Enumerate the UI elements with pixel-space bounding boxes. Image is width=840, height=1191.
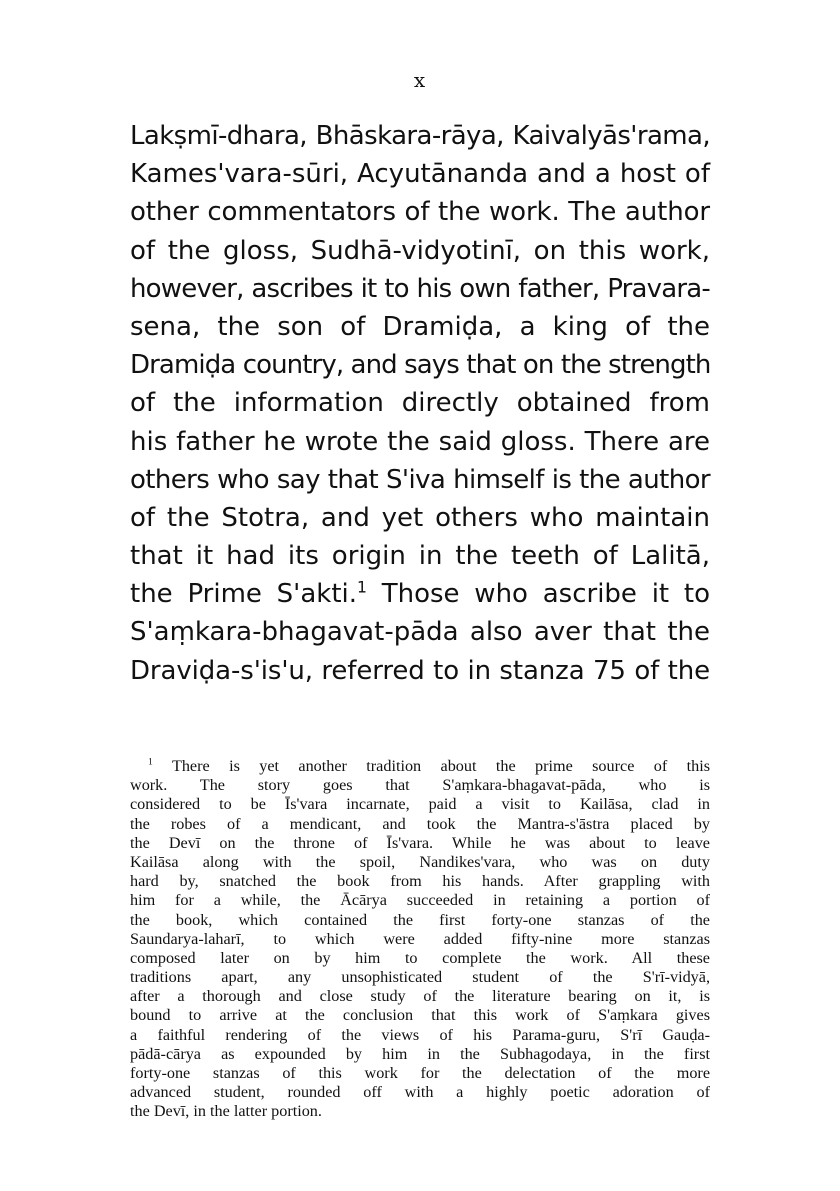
body-line: of the gloss, Sudhā-vidyotinī, on this work, — [130, 235, 710, 266]
body-line-tail: Those who ascribe it to — [381, 579, 710, 610]
footnote-line: considered to be Īs'vara incarnate, paid a visit to Kailāsa, clad in — [130, 795, 710, 814]
footnote-line: hard by, snatched the book from his hands. After grappling with — [130, 872, 710, 891]
footnote-reference: 1 — [357, 578, 367, 597]
body-line: however, ascribes it to his own father, Pravara- — [130, 273, 710, 304]
footnote — [130, 757, 710, 1122]
body-line: of the information directly obtained from — [130, 388, 710, 419]
footnote-line: the robes of a mendicant, and took the Mantra-s'āstra placed by — [130, 814, 710, 833]
body-text — [130, 117, 710, 690]
footnote-line-first — [130, 757, 710, 776]
body-line: S'aṃkara-bhagavat-pāda also aver that the — [130, 617, 710, 648]
footnote-line: after a thorough and close study of the literature bearing on it, is — [130, 987, 710, 1006]
footnote-line: the Devī, in the latter portion. — [130, 1102, 322, 1121]
body-line: that it had its origin in the teeth of Lalitā, — [130, 541, 710, 572]
body-line: other commentators of the work. The author — [130, 197, 710, 228]
footnote-line: pādā-cārya as expounded by him in the Subhagodaya, in the first — [130, 1044, 710, 1063]
page-number: x — [413, 68, 427, 92]
footnote-line: him for a while, the Ācārya succeeded in retaining a portion of — [130, 891, 710, 910]
footnote-line: traditions apart, any unsophisticated student of the S'rī-vidyā, — [130, 968, 710, 987]
body-line: Dramiḍa country, and says that on the strength — [130, 350, 711, 381]
body-line: Kames'vara-sūri, Acyutānanda and a host of — [130, 159, 710, 190]
footnote-line: the Devī on the throne of Īs'vara. While he was about to leave — [130, 833, 710, 852]
body-line: Draviḍa-s'is'u, referred to in stanza 75 of the — [130, 655, 710, 686]
footnote-line: composed later on by him to complete the work. All these — [130, 948, 710, 967]
body-line-head: the Prime S'akti. — [130, 579, 358, 610]
footnote-line: work. The story goes that S'aṃkara-bhagavat-pāda, who is — [130, 776, 710, 795]
footnote-line: bound to arrive at the conclusion that this work of S'aṃkara gives — [130, 1006, 710, 1025]
footnote-line: the book, which contained the first forty-one stanzas of the — [130, 910, 710, 929]
footnote-line: forty-one stanzas of this work for the delectation of the more — [130, 1064, 710, 1082]
body-line: sena, the son of Dramiḍa, a king of the — [130, 311, 710, 342]
body-line-with-footnote-ref — [130, 575, 710, 613]
body-line: others who say that S'iva himself is the author — [130, 464, 710, 495]
footnote-line: Saundarya-laharī, to which were added fifty-nine more stanzas — [130, 929, 710, 948]
footnote-line-text: There is yet another tradition about the prime source of this — [171, 757, 710, 775]
body-line: his father he wrote the said gloss. There are — [130, 426, 710, 457]
footnote-line: advanced student, rounded off with a highly poetic adoration of — [130, 1083, 710, 1102]
body-line: Lakṣmī-dhara, Bhāskara-rāya, Kaivalyās'rama, — [130, 121, 710, 151]
body-line: of the Stotra, and yet others who maintain — [130, 502, 710, 533]
footnote-line: a faithful rendering of the views of his Parama-guru, S'rī Gauḍa- — [130, 1025, 710, 1044]
footnote-marker: 1 — [148, 756, 153, 768]
footnote-line: Kailāsa along with the spoil, Nandikes'vara, who was on duty — [130, 852, 710, 871]
